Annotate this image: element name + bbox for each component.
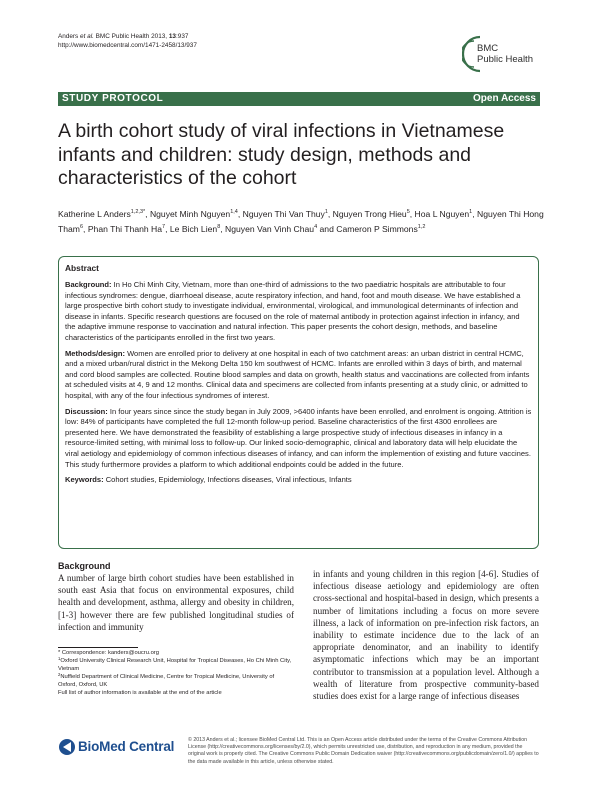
citation-journal: BMC Public Health	[95, 33, 150, 40]
journal-logo-line2: Public Health	[477, 54, 533, 65]
article-title: A birth cohort study of viral infections in Vietnamese infants and children: study design, methods and characteristics of the cohort	[58, 120, 505, 189]
author-name: Nguyen Van Vinh Chau	[225, 224, 315, 234]
abstract-keywords-text: Cohort studies, Epidemiology, Infections diseases, Viral infectious, Infants	[103, 475, 352, 485]
article-type-label: STUDY PROTOCOL	[62, 93, 164, 104]
footnotes	[58, 650, 294, 697]
author-name: Nguyen Thi Hong Tham	[58, 209, 544, 234]
author-name: Nguyen Thi Van Thuy	[242, 209, 325, 219]
author-name: Cameron P Simmons	[336, 224, 418, 234]
abstract-heading: Abstract	[65, 263, 99, 273]
publisher-logo	[58, 737, 178, 757]
footnote-divider	[58, 647, 138, 648]
abstract-methods	[65, 349, 532, 402]
body-paragraph-right: in infants and young children in this region [4-6]. Studies of infectious disease aetiology and epidemiology are often cross-sectional and hospital-based in design, which presents a number of limitations including a focus on more severe illness, a lack of information on pre-infection risk factors, an inability to estimate incidence due to the lack of an appropriate denominator, and an inability to identify asymptomatic infections which may be an important contributor to transmission at a population level. Although a wealth of literature from prospective community-based studies does exist for a large range of infectious diseases	[313, 569, 539, 702]
abstract-keywords	[65, 475, 532, 486]
abstract-box	[58, 256, 539, 549]
author-affiliation-sup: 7	[162, 224, 166, 230]
abstract-discussion	[65, 407, 532, 471]
article-url-link[interactable]: http://www.biomedcentral.com/1471-2458/13/937	[58, 42, 197, 49]
author-affiliation-sup: 1	[324, 209, 328, 215]
affiliation-text: Oxford University Clinical Research Unit, Hospital for Tropical Diseases, Ho Chi Minh City, Vietnam	[58, 657, 292, 672]
section-heading-background: Background	[58, 561, 111, 571]
affiliation-1	[58, 655, 294, 674]
abstract-methods-text: Women are enrolled prior to delivery at one hospital in each of two catchment areas: an urban district in central HCMC, and a mixed urban/rural district in the Mekong Delta 150 km southwest of HCMC. Infants are enrolled within 3 days of birth, and maternal and cord blood samples are collected. Routine blood samples and data on growth, health status and vaccinations are collected from infants at scheduled visits at 4, 9 and 12 months. Clinical data and specimens are collected from infants presenting at a study clinic, or admitted to hospital, with any of the four infectious syndromes of interest.	[65, 348, 530, 400]
citation-volume: 13	[168, 33, 176, 40]
open-access-label: Open Access	[473, 93, 536, 104]
author-affiliation-sup: 1,2	[417, 224, 426, 230]
abstract-background	[65, 280, 532, 344]
journal-logo-line1: BMC	[477, 43, 499, 54]
affiliation-number: 2	[58, 671, 61, 677]
author-name: Nguyet Minh Nguyen	[149, 209, 231, 219]
correspondence-note: * Correspondence: kanders@oucru.org	[58, 650, 159, 656]
citation-year: 2013,	[151, 33, 168, 40]
author-affiliation-sup: 5	[406, 209, 410, 215]
publisher-logo-icon	[58, 738, 76, 756]
body-paragraph-left: A number of large birth cohort studies have been established in south east Asia that focus on environmental exposures, child health and development, asthma, allergy and obesity in children, [1-3] however there are few published longitudinal studies of infection and immunity	[58, 573, 294, 632]
journal-logo-text	[477, 43, 533, 65]
affiliation-number: 1	[58, 655, 61, 661]
author-name: Nguyen Trong Hieu	[332, 209, 407, 219]
body-right-column	[313, 568, 539, 702]
abstract-background-label: Background:	[65, 280, 112, 289]
abstract-background-text: In Ho Chi Minh City, Vietnam, more than one-third of admissions to the two paediatric hospitals are attributable to four infectious syndromes: dengue, diarrhoeal disease, acute respiratory infection, and hand, foot and mouth disease. We have established a large prospective birth cohort study to investigate individual, environmental, virological, and immunological determinants of infection and disease in infants. Specific research questions are focused on the role of maternal antibody in protection against infection in infancy, and the adaptive immune response to vaccination and natural infection. This paper presents the cohort design, methods, and baseline characteristics of the participants enrolled in the first two years.	[65, 280, 521, 342]
journal-logo	[462, 34, 542, 74]
publisher-logo-text: BioMed Central	[78, 739, 175, 754]
author-name: Phan Thi Thanh Ha	[87, 224, 163, 234]
abstract-discussion-label: Discussion:	[65, 406, 108, 416]
abstract-keywords-label: Keywords:	[65, 475, 104, 485]
author-name: Hoa L Nguyen	[414, 209, 470, 219]
citation-article: :937	[175, 33, 189, 40]
author-affiliation-sup: 4	[314, 224, 318, 230]
author-list: Katherine L Anders$^{1,2,3*}$, Nguyet Minh Nguyen$^{1,4}$, Nguyen Thi Van Thuy$^1$, Nguyen Trong Hieu$^5$, Hoa L Nguyen$^1$, Nguyen Thi Hong Tham$^6$, Phan Thi Thanh Ha$^7$, Le Bich Lien$^8$, Nguyen Van Vinh Chau$^4$ and Cameron P Simmons$^{1,2}$	[58, 209, 544, 234]
citation-authors: Anders	[58, 33, 79, 40]
abstract-discussion-text: In four years since since the study began in July 2009, >6400 infants have been enrolled, and enrolment is ongoing. Attrition is low: 84% of participants have completed the full 12-month follow-up period. Baseline characteristics of the first 4300 enrollees are presented here. We have demonstrated the feasibility of establishing a large prospective study of infectious diseases in infancy in a resource-limited setting, with minimal loss to follow-up. Our linked socio-demographic, clinical and laboratory data will help elucidate the viral aetiology and epidemiology of common infectious diseases of infancy, and can inform the implemention of existing and future vaccines. This study furthermore provides a platform to which additional endpoints could be added in the future.	[65, 406, 532, 469]
running-header	[58, 32, 197, 50]
license-text: © 2013 Anders et al.; licensee BioMed Central Ltd. This is an Open Access article distributed under the terms of the Creative Commons Attribution License (http://creativecommons.org/licenses/by/2.0), which permits unrestricted use, distribution, and reproduction in any medium, provided the original work is properly cited. The Creative Commons Public Domain Dedication waiver (http://creativecommons.org/publicdomain/zero/1.0/) applies to the data made available in this article, unless otherwise stated.	[188, 737, 539, 765]
author-info-note: Full list of author information is available at the end of the article	[58, 689, 222, 696]
article-type-banner	[58, 92, 540, 106]
author-affiliation-sup: 6	[79, 224, 84, 230]
author-name: Katherine L Anders	[58, 209, 131, 219]
citation-line	[58, 32, 197, 41]
affiliation-2	[58, 671, 294, 690]
author-name: Le Bich Lien	[169, 224, 218, 234]
author-affiliation-sup: 1,4	[230, 209, 238, 215]
abstract-methods-label: Methods/design:	[65, 348, 125, 358]
citation-etal: et al.	[80, 33, 94, 40]
author-affiliation-sup: 1	[469, 209, 473, 215]
body-left-column	[58, 561, 294, 633]
author-affiliation-sup: 8	[217, 224, 221, 230]
affiliation-text: Nuffield Department of Clinical Medicine, Centre for Tropical Medicine, University of Oxford, Oxford, UK	[58, 673, 275, 688]
author-affiliation-sup: 1,2,3*	[130, 209, 146, 215]
authors-conjunction: and	[319, 224, 334, 234]
